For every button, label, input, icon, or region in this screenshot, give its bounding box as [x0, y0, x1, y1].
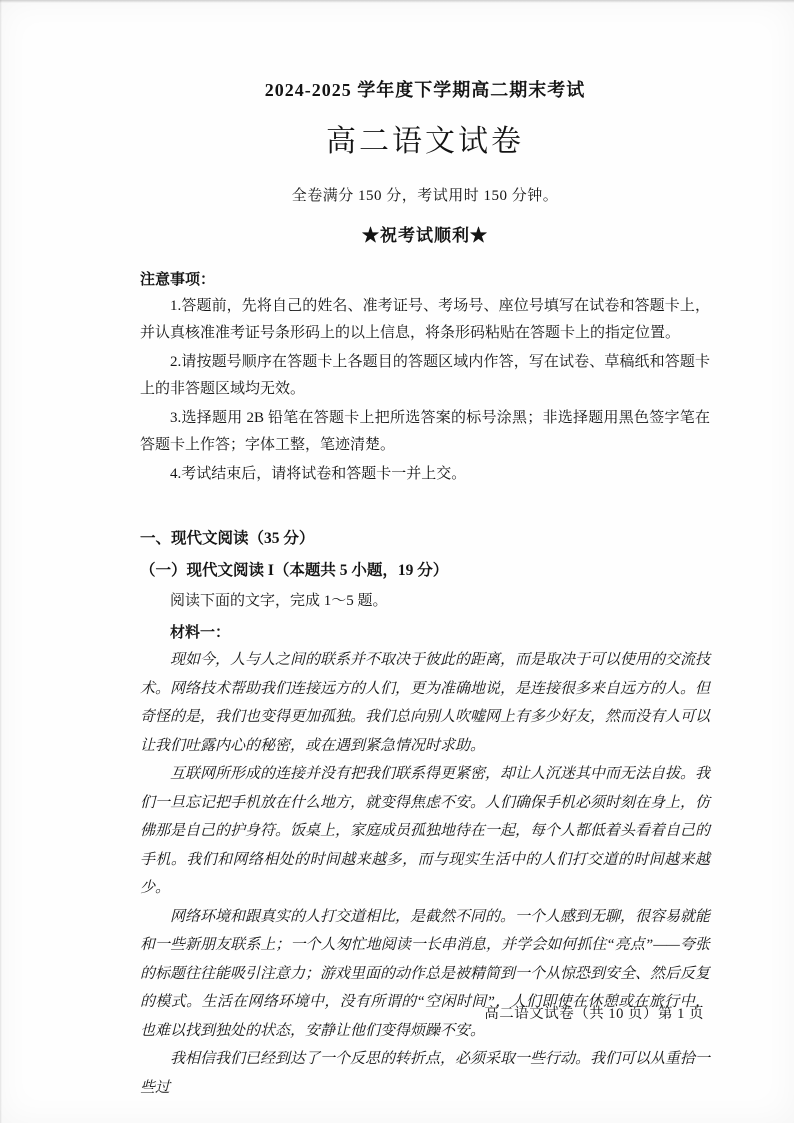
notice-item-2: 2.请按题号顺序在答题卡上各题目的答题区域内作答，写在试卷、草稿纸和答题卡上的非答题区域均无效。	[140, 354, 710, 397]
sub-heading: （一）现代文阅读 I（本题共 5 小题，19 分）	[140, 562, 449, 579]
notice-item-3: 3.选择题用 2B 铅笔在答题卡上把所选答案的标号涂黑；非选择题用黑色签字笔在答题卡上作答；字体工整，笔迹清楚。	[140, 410, 710, 453]
reading-instruction: 阅读下面的文字，完成 1～5 题。	[170, 593, 388, 609]
paper-title: 高二语文试卷	[326, 125, 524, 158]
material-one-label: 材料一：	[170, 625, 231, 641]
notices-section	[140, 268, 710, 488]
exam-info: 全卷满分 150 分，考试用时 150 分钟。	[291, 188, 559, 204]
material-paragraph-2: 互联网所形成的连接并没有把我们联系得更紧密，却让人沉迷其中而无法自拔。我们一旦忘记把手机放在什么地方，就变得焦虑不安。人们确保手机必须时刻在身上，仿佛那是自己的护身符。饭桌上，家庭成员孤独地待在一起，每个人都低着头看着自己的手机。我们和网络相处的时间越来越多，而与现实生活中的人们打交道的时间越来越少。	[140, 766, 711, 896]
scan-edge-top	[0, 0, 794, 3]
notices-heading: 注意事项：	[140, 272, 216, 288]
exam-blessing: ★祝考试顺利★	[362, 226, 488, 245]
exam-session-title: 2024-2025 学年度下学期高二期末考试	[264, 80, 586, 100]
notice-item-1: 1.答题前，先将自己的姓名、准考证号、考场号、座位号填写在试卷和答题卡上，并认真核准准考证号条形码上的以上信息，将条形码粘贴在答题卡上的指定位置。	[140, 298, 710, 341]
material-paragraph-3: 网络环境和跟真实的人打交道相比，是截然不同的。一个人感到无聊，很容易就能和一些新朋友联系上；一个人匆忙地阅读一长串消息，并学会如何抓住“亮点”——夸张的标题往往能吸引注意力；游戏里面的动作总是被精简到一个从惊恐到安全、然后反复的模式。生活在网络环境中，没有所谓的“空闲时间”，人们即使在休憩或在旅行中，也难以找到独处的状态，安静让他们变得烦躁不安。	[140, 908, 711, 1039]
page-footer: 高二语文试卷（共 10 页）第 1 页	[484, 1006, 704, 1022]
scan-edge-left	[0, 0, 2, 1123]
part-heading: 一、现代文阅读（35 分）	[140, 530, 315, 547]
material-paragraph-4: 我相信我们已经到达了一个反思的转折点，必须采取一些行动。我们可以从重拾一些过	[140, 1051, 711, 1096]
notice-item-4: 4.考试结束后，请将试卷和答题卡一并上交。	[170, 466, 467, 482]
paper-header	[140, 76, 710, 246]
material-paragraph-1: 现如今，人与人之间的联系并不取决于彼此的距离，而是取决于可以使用的交流技术。网络技术帮助我们连接远方的人们，更为准确地说，是连接很多来自远方的人。但奇怪的是，我们也变得更加孤独。我们总向别人吹嘘网上有多少好友，然而没有人可以让我们吐露内心的秘密，或在遇到紧急情况时求助。	[140, 652, 711, 754]
